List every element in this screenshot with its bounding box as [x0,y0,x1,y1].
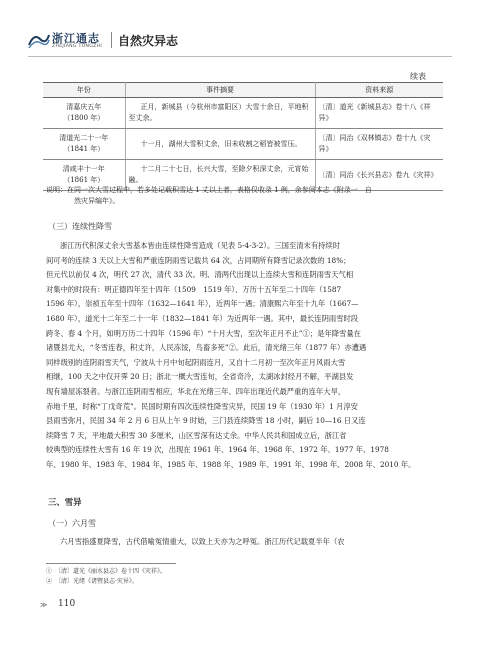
event-cell [125,98,315,129]
table-row [43,129,443,160]
source-cell: 〔清〕道光《新城县志》卷十八《祥异》 [315,98,443,129]
note-line: 说明：在同一次大雪过程中，若多处记载积雪达 1 丈以上者，表格仅收录 1 例，余参阅本志《附录一 自 [46,186,372,194]
page-number: 110 [58,599,76,609]
paragraph-line: 年、1980 年、1983 年、1984 年、1985 年、1988 年、1989 年、1991 年、1998 年、2008 年、2010 年。 [46,459,416,469]
paragraph-line: 1596 年），崇祯五年至十四年（1632—1641 年），近两年一遇；清康熙六年至十九年（1667— [46,299,359,309]
continuation-label: 续表 [410,72,426,81]
paragraph-line: 1680 年），道光十二年至二十一年（1832—1841 年）为近两年一遇。其中，最长连阴雨雪时段 [46,313,359,323]
paragraph-line: 赤地千里，时称“丁戊奇荒”。民国时期有四次连续性降雪灾异，民国 19 年（1930 年）1 月淳安 [46,401,358,411]
subsection-heading: （一）六月雪 [48,519,96,528]
paragraph-line: 相继，100 天之中仅开霁 20 日；浙北一概大雪连旬，全省奇冷，太湖冰封经月不解，平湖县发 [46,372,354,382]
year-name: 清道光二十一年 [59,134,109,142]
year-name: 清咸丰十一年 [62,165,105,173]
event-text: 十一月，湖州大雪积丈余，旧未收割之稻皆被雪压。 [140,139,302,148]
event-text: 正月，新城县（今杭州市富阳区）大雪十余日，平地积至丈余。 [128,103,309,122]
year-ce: （1800 年） [63,114,105,122]
header-divider [111,32,112,48]
table-note [46,185,442,207]
paragraph-line: 但元代以前仅 4 次，明代 27 次，清代 33 次。明、清两代出现以上连续大雪和连阴雨雪天气相 [46,270,354,280]
header-rule [28,56,452,57]
paragraph-line: 较典型的连续性大雪有 16 年 19 次，出现在 1961 年、1964 年、1968 年、1972 年、1977 年、1978 [46,445,389,455]
wave-logo-icon [28,30,50,50]
paragraph-line: 诸暨县尤大，“冬雪连春，积丈许，人民冻馁，鸟畜多死”②。此后，清光绪三年（1877 年）亦遭遇 [46,343,367,353]
footnote: ② 〔清〕光绪《诸暨县志·灾异》。 [46,578,138,585]
source-cell: 〔清〕同治《长兴县志》卷九《灾祥》 [315,160,443,191]
note-line: 然灾异编年》。 [74,197,120,205]
section-heading: （三）连续性降雪 [48,222,112,231]
paragraph-line: 对集中的时段有：明正德四年至十四年（1509 1519 年）、万历十五年至二十四年（1587 [46,284,342,294]
page-header [0,0,480,70]
column-header-event: 事件摘要 [125,83,315,98]
section2-heading: 三、雪异 [48,497,82,507]
paragraph-line: 六月雪指盛夏降雪，古代借喻冤情重大，以致上天亦为之呼冤。浙江历代记载夏半年（农 [60,537,345,546]
year-ce: （1861 年） [63,176,105,184]
logo-subtitle: ZHEJIANG TONGZHI [52,44,102,49]
event-cell [125,129,315,160]
paragraph-line: 续降雪 7 天，平地最大积雪 30 多厘米，山区雪深有达丈余。中华人民共和国成立后，浙江省 [46,430,347,440]
logo-title: 浙江通志 [52,32,100,45]
year-cell [43,98,125,129]
table-header-row [43,83,443,98]
paragraph-line: 现有墙屋冻裂者。与浙江连阴雨雪相应，华北在光绪三年、四年出现近代最严重的连年大旱， [46,386,346,396]
body-paragraph [46,239,442,473]
footnote: ① 〔清〕道光《丽水县志》卷十四《灾祥》。 [46,568,167,575]
paragraph-line: 县雨雪弥月，民国 34 年 2 月 6 日从上午 9 时始，三门县连续降雪 18 小时，嗣后 10—16 日又连 [46,416,366,426]
column-header-year: 年份 [43,83,125,98]
paragraph-line: 跨冬、春 4 个月，如明万历二十四年（1596 年）“十月大雪，至次年正月不止”①；是年降雪量在 [46,328,361,338]
source-cell: 〔清〕同治《双林镇志》卷十九《灾异》 [315,129,443,160]
table-row [43,98,443,129]
event-text: 十二月二十七日，长兴大雪，至除夕积深丈余，元宵始融。 [128,165,309,184]
logo [28,30,106,54]
column-header-source: 资料来源 [315,83,443,98]
year-ce: （1841 年） [63,145,105,153]
footnote-rule [46,563,176,564]
paragraph-line: 浙江历代积深丈余大雪基本皆由连续性降雪造成（见表 5-4-3-2）。三国至清末有持续时 [60,241,341,250]
body-paragraph-2 [46,535,442,550]
paragraph-line: 间可考的连续 3 天以上大雪和严重连阴雨雪记载共 64 次，占同期所有降雪记录次数的 18%； [46,255,351,265]
paragraph-line: 同样级别的连阴雨雪天气，宁波从十月中旬起阴雨连月，又自十二月初一至次年正月风雨大雪 [46,357,346,367]
page-number-marker: ≫ [40,601,48,609]
book-title: 自然灾异志 [118,34,179,48]
year-cell [43,129,125,160]
events-table [43,82,443,191]
year-name: 清嘉庆五年 [66,103,102,111]
